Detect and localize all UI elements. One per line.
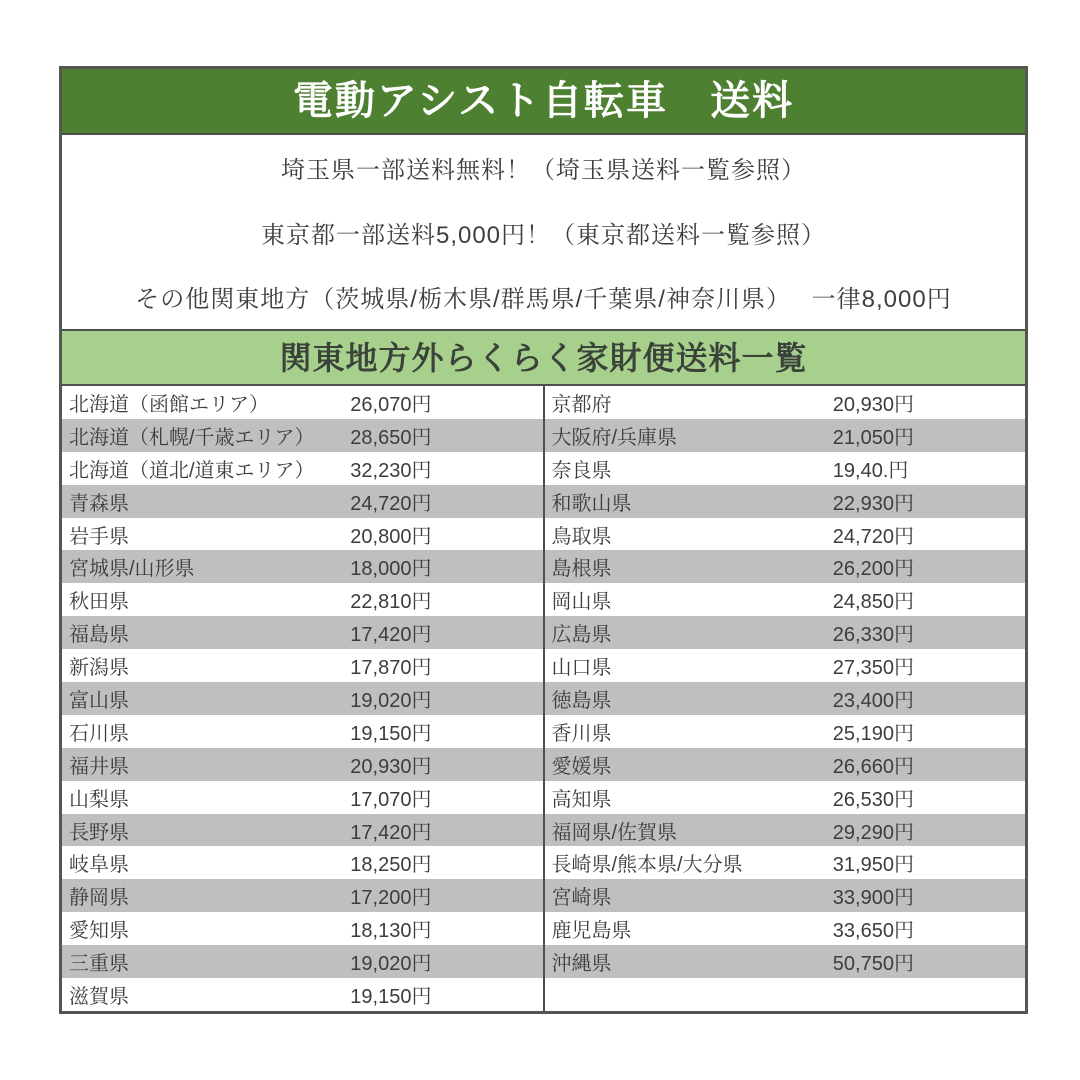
table-column-right	[543, 386, 1026, 1011]
note-tokyo: 東京都一部送料5,000円！（東京都送料一覧参照）	[260, 221, 827, 249]
main-header-band	[62, 69, 1025, 135]
price-value: 50,750円	[832, 953, 914, 976]
table-row	[545, 550, 1026, 583]
table-row	[62, 814, 543, 847]
table-row	[62, 682, 543, 715]
prefecture-name: 山口県	[551, 657, 612, 680]
prefecture-name: 徳島県	[551, 689, 612, 712]
table-header-band	[62, 329, 1025, 386]
prefecture-name: 静岡県	[69, 887, 129, 910]
prefecture-name: 岩手県	[69, 525, 129, 548]
prefecture-name: 奈良県	[551, 459, 612, 482]
table-row	[545, 485, 1026, 518]
price-value: 24,850円	[832, 591, 914, 614]
price-value: 22,930円	[832, 492, 914, 515]
price-value: 28,650円	[350, 426, 432, 449]
prefecture-name: 大阪府/兵庫県	[551, 426, 678, 449]
price-value: 20,930円	[832, 393, 914, 416]
prefecture-name: 三重県	[69, 953, 129, 976]
table-row	[545, 649, 1026, 682]
table-row	[545, 452, 1026, 485]
price-value: 17,200円	[350, 887, 432, 910]
table-row	[545, 978, 1026, 1011]
price-value: 17,420円	[350, 624, 432, 647]
notes-section	[62, 135, 1025, 329]
table-row	[545, 715, 1026, 748]
table-row	[62, 419, 543, 452]
prefecture-name: 福島県	[69, 624, 129, 647]
price-value: 19,150円	[350, 722, 432, 745]
prefecture-name: 福岡県/佐賀県	[551, 821, 678, 844]
table-row	[62, 550, 543, 583]
prefecture-name: 青森県	[69, 492, 129, 515]
prefecture-name: 鳥取県	[551, 525, 612, 548]
table-row	[62, 616, 543, 649]
table-row	[62, 945, 543, 978]
note-other-kanto: その他関東地方（茨城県/栃木県/群馬県/千葉県/神奈川県） 一律8,000円	[135, 286, 952, 314]
prefecture-name: 島根県	[551, 558, 612, 581]
prefecture-name: 京都府	[551, 393, 612, 416]
prefecture-name: 山梨県	[69, 788, 129, 811]
table-column-left	[62, 386, 543, 1011]
prefecture-name: 鹿児島県	[551, 920, 632, 943]
table-row	[62, 649, 543, 682]
table-row	[62, 912, 543, 945]
table-row	[545, 846, 1026, 879]
table-row	[62, 781, 543, 814]
prefecture-name: 高知県	[551, 788, 612, 811]
table-row	[62, 452, 543, 485]
table-row	[62, 583, 543, 616]
prefecture-name: 和歌山県	[551, 492, 632, 515]
table-row	[545, 814, 1026, 847]
prefecture-name: 岡山県	[551, 591, 612, 614]
prefecture-name: 広島県	[551, 624, 612, 647]
price-value: 26,530円	[832, 788, 914, 811]
prefecture-name: 長崎県/熊本県/大分県	[551, 854, 743, 877]
price-value: 22,810円	[350, 591, 432, 614]
prefecture-name: 岐阜県	[69, 854, 129, 877]
table-row	[62, 386, 543, 419]
price-value: 19,150円	[350, 985, 432, 1008]
price-value: 31,950円	[832, 854, 914, 877]
price-value: 18,130円	[350, 920, 432, 943]
prefecture-name: 福井県	[69, 755, 129, 778]
price-value: 26,200円	[832, 558, 914, 581]
table-row	[545, 583, 1026, 616]
price-value: 24,720円	[350, 492, 432, 515]
prefecture-name: 長野県	[69, 821, 129, 844]
page-title: 電動アシスト自転車 送料	[292, 79, 795, 123]
prefecture-name: 北海道（札幌/千歳エリア）	[69, 426, 315, 449]
price-value: 29,290円	[832, 821, 914, 844]
price-value: 26,330円	[832, 624, 914, 647]
table-row	[62, 485, 543, 518]
table-row	[545, 945, 1026, 978]
table-row	[545, 912, 1026, 945]
table-row	[545, 748, 1026, 781]
table-row	[62, 518, 543, 551]
prefecture-name: 秋田県	[69, 591, 129, 614]
table-row	[62, 748, 543, 781]
price-value: 33,650円	[832, 920, 914, 943]
table-row	[545, 518, 1026, 551]
table-row	[545, 386, 1026, 419]
price-value: 27,350円	[832, 657, 914, 680]
table-row	[545, 781, 1026, 814]
prefecture-name: 石川県	[69, 722, 129, 745]
prefecture-name: 北海道（函館エリア）	[69, 393, 269, 416]
price-value: 20,930円	[350, 755, 432, 778]
price-value: 26,070円	[350, 393, 432, 416]
price-value: 23,400円	[832, 689, 914, 712]
table-row	[62, 846, 543, 879]
price-value: 33,900円	[832, 887, 914, 910]
price-value: 21,050円	[832, 426, 914, 449]
price-value: 25,190円	[832, 722, 914, 745]
price-value: 19,020円	[350, 953, 432, 976]
table-row	[62, 715, 543, 748]
prefecture-name: 香川県	[551, 722, 612, 745]
prefecture-name: 宮城県/山形県	[69, 558, 195, 581]
prefecture-name: 滋賀県	[69, 985, 129, 1008]
table-row	[62, 978, 543, 1011]
price-value: 26,660円	[832, 755, 914, 778]
prefecture-name: 愛媛県	[551, 755, 612, 778]
table-row	[545, 879, 1026, 912]
price-value: 18,000円	[350, 558, 432, 581]
prefecture-name: 新潟県	[69, 657, 129, 680]
prefecture-name: 富山県	[69, 689, 129, 712]
prefecture-name: 沖縄県	[551, 953, 612, 976]
note-saitama: 埼玉県一部送料無料！（埼玉県送料一覧参照）	[281, 156, 806, 184]
shipping-table	[62, 386, 1025, 1011]
price-value: 32,230円	[350, 459, 432, 482]
price-value: 19,020円	[350, 689, 432, 712]
price-value: 24,720円	[832, 525, 914, 548]
content-panel	[59, 66, 1028, 1014]
prefecture-name: 宮崎県	[551, 887, 612, 910]
price-value: 18,250円	[350, 854, 432, 877]
table-title: 関東地方外らくらく家財便送料一覧	[279, 339, 808, 376]
table-row	[545, 616, 1026, 649]
price-value: 20,800円	[350, 525, 432, 548]
table-row	[62, 879, 543, 912]
price-value: 17,070円	[350, 788, 432, 811]
prefecture-name: 北海道（道北/道東エリア）	[69, 459, 315, 482]
table-row	[545, 682, 1026, 715]
prefecture-name: 愛知県	[69, 920, 129, 943]
price-value: 19,40.円	[832, 459, 909, 482]
price-value: 17,420円	[350, 821, 432, 844]
table-row	[545, 419, 1026, 452]
price-value: 17,870円	[350, 657, 432, 680]
